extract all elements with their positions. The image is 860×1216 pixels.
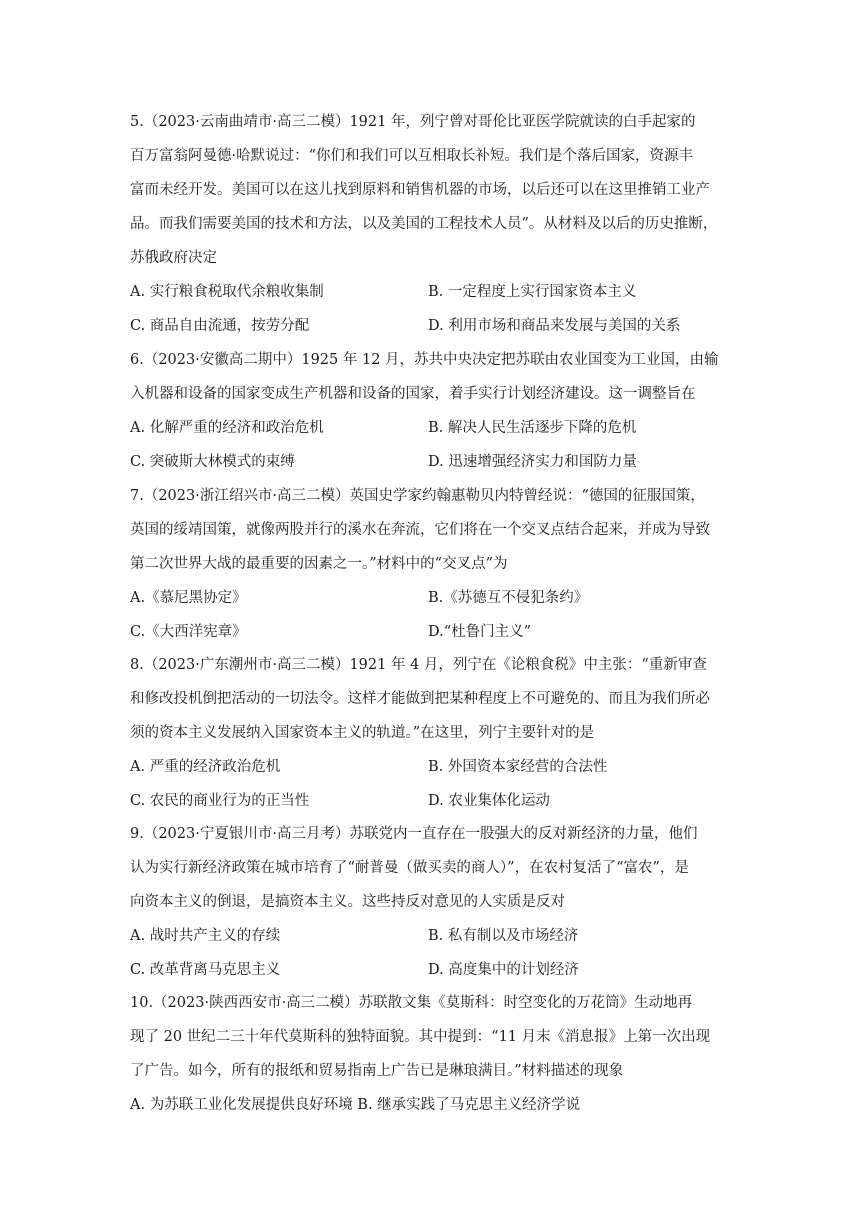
- question-8: [130, 648, 730, 818]
- question-stem-line: 向资本主义的倒退，是搞资本主义。这些持反对意见的人实质是反对: [130, 894, 565, 910]
- option-c: C. 突破斯大林模式的束缚: [130, 454, 295, 470]
- option-d: D. 利用市场和商品来发展与美国的关系: [428, 318, 681, 334]
- option-row: [130, 581, 730, 615]
- question-stem-line: 富而未经开发。美国可以在这儿找到原料和销售机器的市场，以后还可以在这里推销工业产: [130, 182, 710, 198]
- question-stem-line: 7.（2023·浙江绍兴市·高三二模）英国史学家约翰惠勒贝内特曾经说：“德国的征服国策，: [130, 488, 705, 504]
- option-c: C. 农民的商业行为的正当性: [130, 793, 310, 809]
- option-row: [130, 411, 730, 445]
- option-a: A. 实行粮食税取代余粮收集制: [130, 284, 324, 300]
- question-stem-line: 英国的绥靖国策，就像两股并行的溪水在奔流，它们将在一个交叉点结合起来，并成为导致: [130, 522, 710, 538]
- question-stem-line: 和修改投机倒把活动的一切法令。这样才能做到把某种程度上不可避免的、而且为我们所必: [130, 691, 710, 707]
- question-stem-line: 6.（2023·安徽高二期中）1925 年 12 月，苏共中央决定把苏联由农业国变为工业国，由输: [130, 352, 719, 368]
- option-row-ab: A. 为苏联工业化发展提供良好环境 B. 继承实践了马克思主义经济学说: [130, 1097, 581, 1113]
- option-row: [130, 953, 730, 987]
- question-stem-line: 8.（2023·广东潮州市·高三二模）1921 年 4 月，列宁在《论粮食税》中主张：“重新审查: [130, 657, 707, 673]
- option-c: C. 改革背离马克思主义: [130, 962, 281, 978]
- question-6: [130, 343, 730, 479]
- question-stem-line: 品。而我们需要美国的技术和方法，以及美国的工程技术人员”。从材料及以后的历史推断，: [130, 216, 718, 232]
- question-stem-line: 百万富翁阿曼德·哈默说过：“你们和我们可以互相取长补短。我们是个落后国家，资源丰: [130, 148, 694, 164]
- question-stem-line: 第二次世界大战的最重要的因素之一。”材料中的“交叉点”为: [130, 556, 508, 572]
- option-row: [130, 784, 730, 818]
- option-row: [130, 309, 730, 343]
- option-row: [130, 445, 730, 479]
- option-b: B. 一定程度上实行国家资本主义: [428, 284, 637, 300]
- option-b: B. 解决人民生活逐步下降的危机: [428, 420, 637, 436]
- question-stem-line: 9.（2023·宁夏银川市·高三月考）苏联党内一直存在一股强大的反对新经济的力量，他们: [130, 826, 698, 842]
- question-9: [130, 817, 730, 987]
- option-a: A. 化解严重的经济和政治危机: [130, 420, 324, 436]
- option-d: D. 迅速增强经济实力和国防力量: [428, 454, 637, 470]
- option-d: D. 高度集中的计划经济: [428, 962, 579, 978]
- option-a: A. 战时共产主义的存续: [130, 928, 281, 944]
- question-5: [130, 105, 730, 343]
- question-10: [130, 986, 730, 1122]
- option-b: B. 外国资本家经营的合法性: [428, 759, 608, 775]
- question-stem-line: 入机器和设备的国家变成生产机器和设备的国家，着手实行计划经济建设。这一调整旨在: [130, 386, 696, 402]
- option-c: C. 商品自由流通，按劳分配: [130, 318, 310, 334]
- question-stem-line: 5.（2023·云南曲靖市·高三二模）1921 年，列宁曾对哥伦比亚医学院就读的白手起家的: [130, 114, 696, 130]
- question-stem-line: 10.（2023·陕西西安市·高三二模）苏联散文集《莫斯科：时空变化的万花筒》生动地再: [130, 995, 693, 1011]
- option-row: [130, 615, 730, 649]
- question-stem-line: 认为实行新经济政策在城市培育了“耐普曼（做买卖的商人）”，在农村复活了“富农”，是: [130, 860, 689, 876]
- option-b: B. 私有制以及市场经济: [428, 928, 579, 944]
- option-c: C.《大西洋宪章》: [130, 624, 247, 640]
- question-stem-line: 现了 20 世纪二三十年代莫斯科的独特面貌。其中提到：“11 月末《消息报》上第一次出现: [130, 1029, 711, 1045]
- option-row: [130, 275, 730, 309]
- option-d: D.“杜鲁门主义”: [428, 624, 532, 640]
- option-b: B.《苏德互不侵犯条约》: [428, 590, 589, 606]
- question-stem-line: 了广告。如今，所有的报纸和贸易指南上广告已是琳琅满目。”材料描述的现象: [130, 1063, 624, 1079]
- option-a: A. 严重的经济政治危机: [130, 759, 281, 775]
- option-d: D. 农业集体化运动: [428, 793, 550, 809]
- question-7: [130, 479, 730, 649]
- question-stem-line: 须的资本主义发展纳入国家资本主义的轨道。”在这里，列宁主要针对的是: [130, 725, 595, 741]
- question-stem-line: 苏俄政府决定: [130, 250, 217, 266]
- option-row: [130, 919, 730, 953]
- option-row: [130, 750, 730, 784]
- option-a: A.《慕尼黑协定》: [130, 590, 247, 606]
